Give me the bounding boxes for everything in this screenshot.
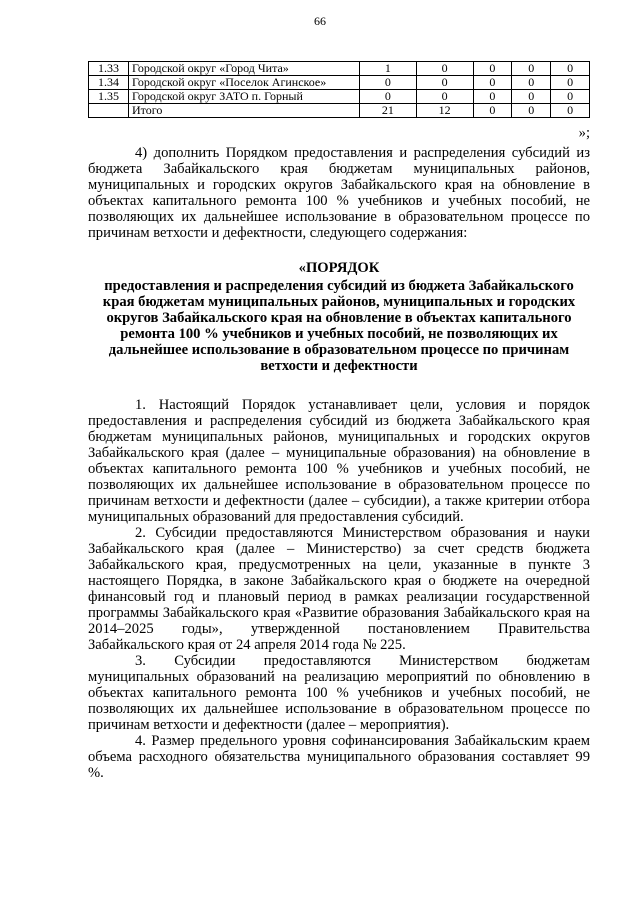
- value-cell: 0: [473, 76, 512, 90]
- value-cell: 0: [551, 90, 590, 104]
- table-row: [89, 104, 590, 118]
- row-name-cell: Городской округ ЗАТО п. Горный: [129, 90, 360, 104]
- value-cell: 0: [360, 76, 417, 90]
- paragraph-1: 1. Настоящий Порядок устанавливает цели, условия и порядок предоставления и распределения субсидий из бюджета Забайкальского края бюджетам муниципальных районов, муниципальных и городских округов Забайкальского края (далее – муниципальные образования) на обновление в объектах капитального ремонта 100 % учебников и учебных пособий, не позволяющих их дальнейшее использование в образовательном процессе по причинам ветхости и дефектности (далее – субсидии), а также критерии отбора муниципальных образований для предоставления субсидий.: [88, 397, 590, 525]
- table-row: [89, 76, 590, 90]
- value-cell: 12: [416, 104, 473, 118]
- title-subheading: предоставления и распределения субсидий из бюджета Забайкальского края бюджетам муниципальных районов, муниципальных и городских округов Забайкальского края на обновление в объектах капитального ремонта 100 % учебников и учебных пособий, не позволяющих их дальнейшее использование в образовательном процессе по причинам ветхости и дефектности: [102, 278, 576, 374]
- row-name-cell: Итого: [129, 104, 360, 118]
- row-name-cell: Городской округ «Город Чита»: [129, 62, 360, 76]
- paragraph-2: 2. Субсидии предоставляются Министерством образования и науки Забайкальского края (далее – Министерство) за счет средств бюджета Забайкальского края, предусмотренных на цели, указанные в пункте 3 настоящего Порядка, в законе Забайкальского края о бюджете на очередной финансовый год и плановый период в рамках реализации государственной программы Забайкальского края «Развитие образования Забайкальского края на 2014–2025 годы», утвержденной постановлением Правительства Забайкальского края от 24 апреля 2014 года № 225.: [88, 525, 590, 653]
- value-cell: 0: [551, 104, 590, 118]
- value-cell: 1: [360, 62, 417, 76]
- procedure-body: [88, 397, 590, 781]
- value-cell: 0: [473, 104, 512, 118]
- table-row: [89, 90, 590, 104]
- table-row: [89, 62, 590, 76]
- value-cell: 0: [416, 62, 473, 76]
- document-title: [88, 260, 590, 374]
- value-cell: 0: [512, 62, 551, 76]
- page-number: 66: [314, 14, 326, 28]
- value-cell: 0: [512, 104, 551, 118]
- value-cell: 0: [473, 62, 512, 76]
- title-heading: «ПОРЯДОК: [298, 260, 380, 276]
- value-cell: 21: [360, 104, 417, 118]
- table-body: [89, 62, 590, 118]
- value-cell: 0: [551, 76, 590, 90]
- row-number-cell: 1.35: [89, 90, 129, 104]
- value-cell: 0: [512, 90, 551, 104]
- value-cell: 0: [416, 90, 473, 104]
- paragraph-4: 4. Размер предельного уровня софинансирования Забайкальским краем объема расходного обязательства муниципального образования составляет 99 %.: [88, 733, 590, 781]
- row-number-cell: [89, 104, 129, 118]
- value-cell: 0: [416, 76, 473, 90]
- row-name-cell: Городской округ «Поселок Агинское»: [129, 76, 360, 90]
- value-cell: 0: [551, 62, 590, 76]
- row-number-cell: 1.34: [89, 76, 129, 90]
- closing-quote-mark: »;: [578, 125, 590, 141]
- row-number-cell: 1.33: [89, 62, 129, 76]
- item-4-paragraph: 4) дополнить Порядком предоставления и распределения субсидий из бюджета Забайкальского края бюджетам муниципальных районов, муниципальных и городских округов Забайкальского края на обновление в объектах капитального ремонта 100 % учебников и учебных пособий, не позволяющих их дальнейшее использование в образовательном процессе по причинам ветхости и дефектности, следующего содержания:: [88, 145, 590, 241]
- paragraph-3: 3. Субсидии предоставляются Министерством бюджетам муниципальных образований на реализацию мероприятий по обновлению в объектах капитального ремонта 100 % учебников и учебных пособий, не позволяющих их дальнейшее использование в образовательном процессе по причинам ветхости и дефектности (далее – мероприятия).: [88, 653, 590, 733]
- value-cell: 0: [473, 90, 512, 104]
- subsidy-table: [88, 61, 590, 118]
- value-cell: 0: [512, 76, 551, 90]
- item-4-text: [88, 145, 590, 241]
- value-cell: 0: [360, 90, 417, 104]
